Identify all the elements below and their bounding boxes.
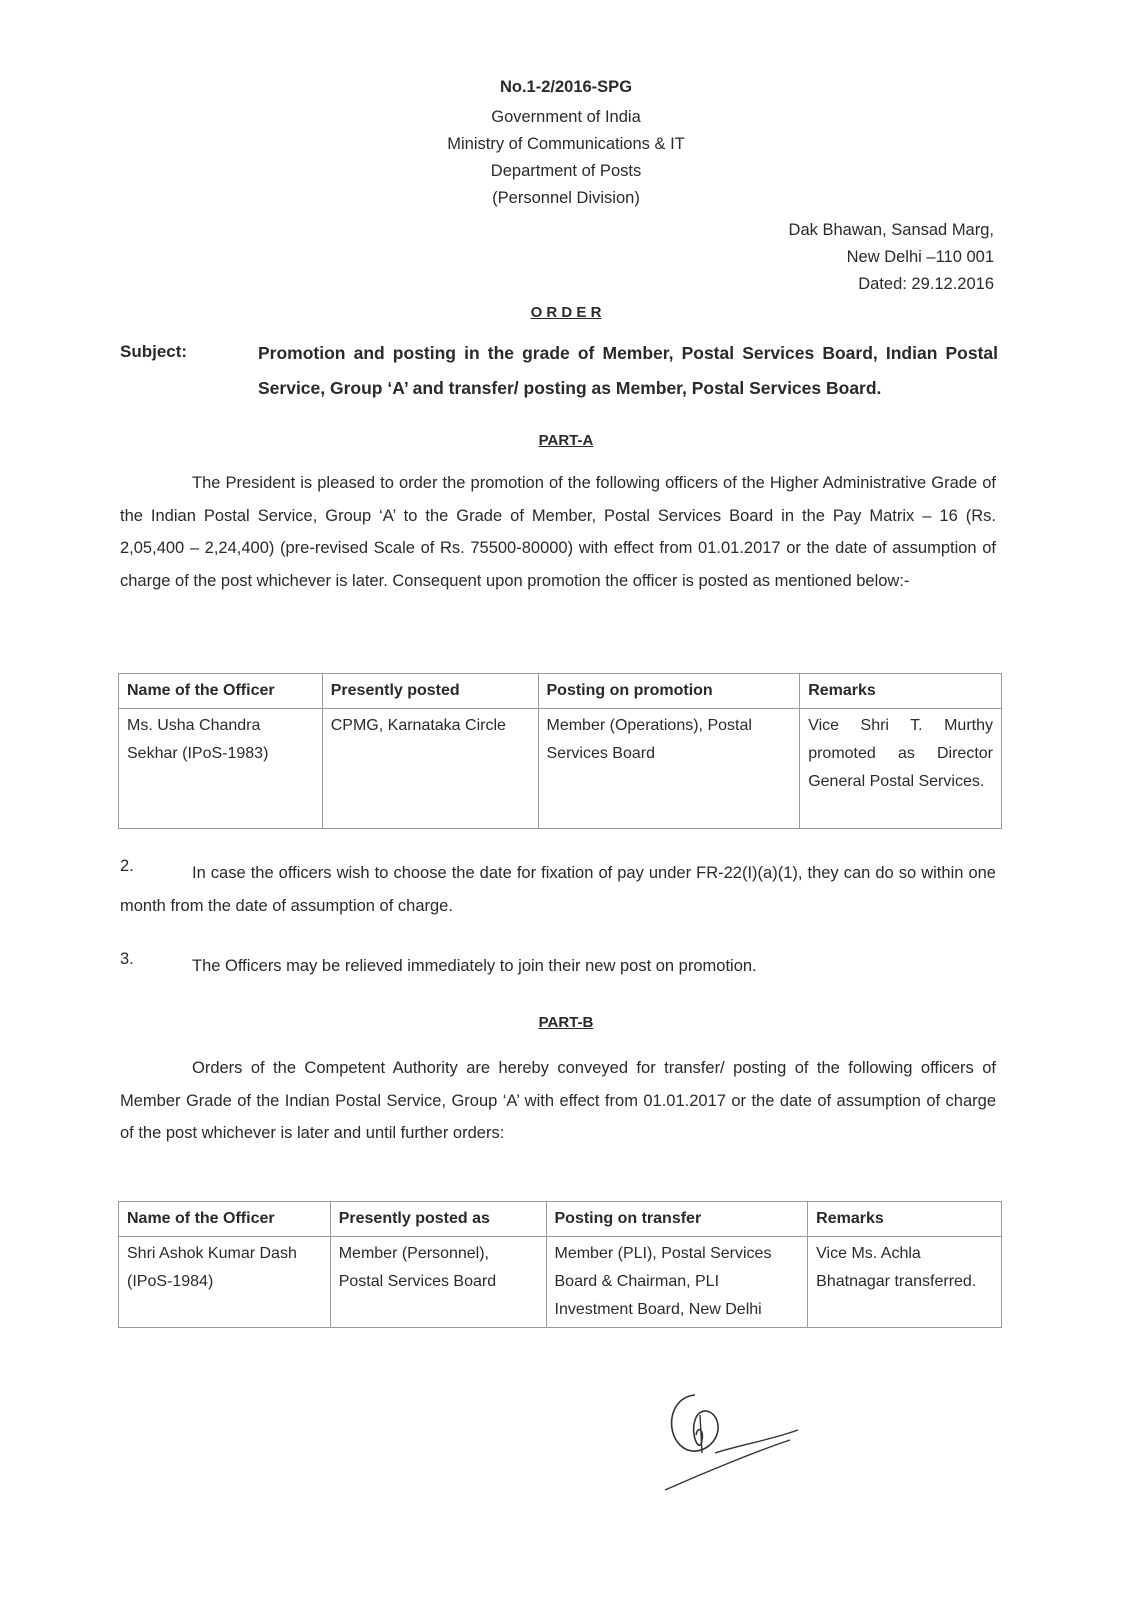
table-header-row: [119, 674, 1002, 709]
para-number: 2.: [120, 857, 134, 875]
transfer-table: [118, 1201, 1002, 1328]
para-3: The Officers may be relieved immediately to join their new post on promotion.: [192, 957, 757, 975]
para-number: 3.: [120, 950, 134, 968]
table-row: [119, 709, 1002, 829]
remarks: Vice Shri T. Murthy promoted as Director General Postal Services.: [800, 709, 1002, 829]
part-b-intro: Orders of the Competent Authority are hereby conveyed for transfer/ posting of the following officers of Member Grade of the Indian Postal Service, Group ‘A’ with effect from 01.01.2017 or the date of assumption of charge of the post whichever is later and until further orders:: [120, 1059, 996, 1142]
column-header: Name of the Officer: [119, 674, 323, 709]
table-row: [119, 1237, 1002, 1328]
subject-text: Promotion and posting in the grade of Member, Postal Services Board, Indian Postal Service, Group ‘A’ and transfer/ posting as Member, Postal Services Board.: [258, 343, 998, 398]
officer-name: Shri Ashok Kumar Dash (IPoS-1984): [119, 1237, 331, 1328]
remarks: Vice Ms. Achla Bhatnagar transferred.: [808, 1237, 1002, 1328]
promotion-table: [118, 673, 1002, 829]
new-posting: Member (Operations), Postal Services Board: [538, 709, 800, 829]
org-line: Department of Posts: [490, 162, 642, 180]
order-title: O R D E R: [530, 304, 602, 321]
officer-name: Ms. Usha Chandra Sekhar (IPoS-1983): [119, 709, 323, 829]
present-post: CPMG, Karnataka Circle: [322, 709, 538, 829]
org-line: (Personnel Division): [492, 189, 640, 207]
column-header: Posting on promotion: [538, 674, 800, 709]
new-posting: Member (PLI), Postal Services Board & Chairman, PLI Investment Board, New Delhi: [546, 1237, 808, 1328]
part-b-heading: PART-B: [538, 1014, 594, 1031]
address-line: New Delhi –110 001: [846, 248, 994, 266]
column-header: Remarks: [800, 674, 1002, 709]
file-number: No.1-2/2016-SPG: [499, 78, 633, 96]
signature: [640, 1385, 810, 1495]
subject-label: Subject:: [120, 342, 188, 361]
table-header-row: [119, 1202, 1002, 1237]
present-post: Member (Personnel), Postal Services Board: [330, 1237, 546, 1328]
part-a-intro: The President is pleased to order the promotion of the following officers of the Higher Administrative Grade of the Indian Postal Service, Group ‘A’ to the Grade of Member, Postal Services Board in the Pay Matrix – 16 (Rs. 2,05,400 – 2,24,400) (pre-revised Scale of Rs. 75500-80000) with effect from 01.01.2017 or the date of assumption of charge of the post whichever is later. Consequent upon promotion the officer is posted as mentioned below:-: [120, 474, 996, 590]
part-a-heading: PART-A: [538, 432, 594, 449]
column-header: Remarks: [808, 1202, 1002, 1237]
column-header: Presently posted as: [330, 1202, 546, 1237]
address-block: [789, 217, 994, 298]
column-header: Name of the Officer: [119, 1202, 331, 1237]
para-2: In case the officers wish to choose the date for fixation of pay under FR-22(I)(a)(1), they can do so within one month from the date of assumption of charge.: [120, 864, 996, 915]
column-header: Posting on transfer: [546, 1202, 808, 1237]
address-line: Dak Bhawan, Sansad Marg,: [788, 221, 994, 239]
address-line: Dated: 29.12.2016: [858, 275, 994, 293]
org-line: Government of India: [491, 108, 641, 126]
org-line: Ministry of Communications & IT: [447, 135, 685, 153]
column-header: Presently posted: [322, 674, 538, 709]
